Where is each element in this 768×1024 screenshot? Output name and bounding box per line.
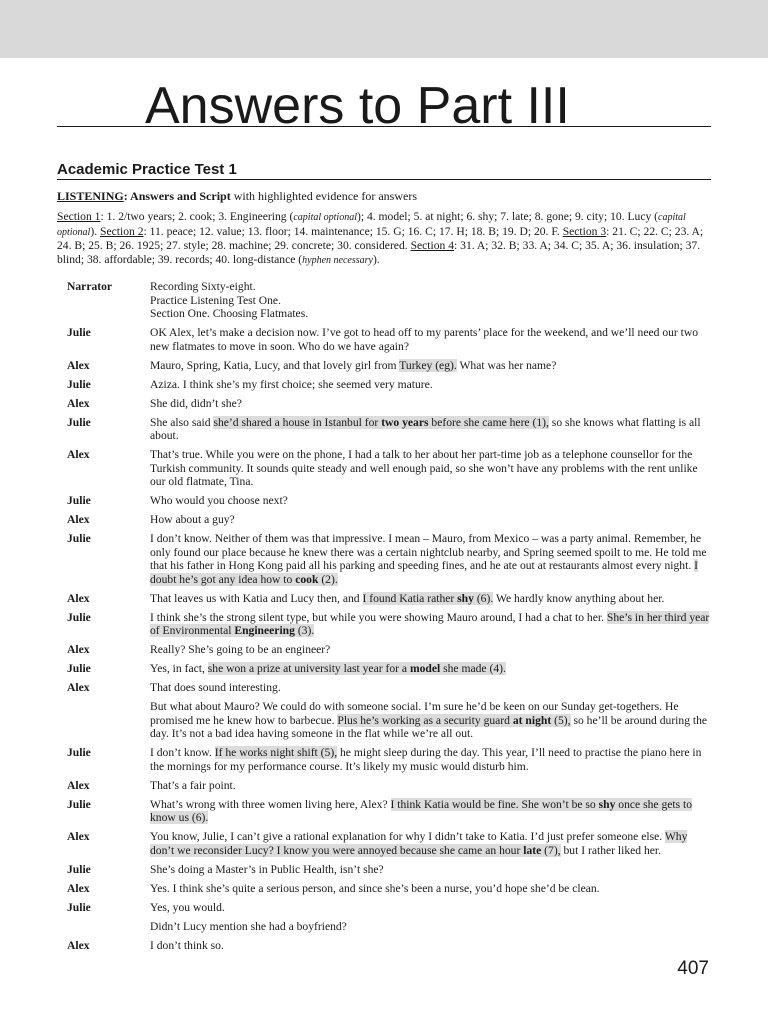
speaker-name: Alex — [67, 938, 90, 952]
script-row — [67, 378, 713, 392]
script-row — [67, 448, 713, 489]
utterance — [150, 416, 713, 443]
speaker-name: Julie — [67, 746, 91, 759]
utterance — [150, 359, 713, 373]
script-row — [67, 416, 713, 443]
section-1-label: Section 1 — [57, 210, 101, 223]
evidence-text: I found Katia rather — [362, 591, 458, 605]
utterance: Yes, you would. — [150, 900, 225, 914]
script-row — [67, 779, 713, 793]
evidence-text: She’s in her third year of Environmental — [150, 610, 710, 637]
script-row — [67, 592, 713, 606]
script-row — [67, 611, 713, 638]
utterance: Yes. I think she’s quite a serious person, and since she’s been a nurse, you’d hope she’d be clean. — [150, 881, 600, 895]
script-row — [67, 532, 713, 586]
utterance-text: She also said — [150, 415, 214, 429]
answer-keyword: cook — [295, 572, 319, 586]
page-title: Answers to Part III — [145, 77, 570, 135]
evidence-text: (2). — [318, 572, 338, 586]
listening-label: LISTENING — [57, 189, 124, 203]
utterance-text: Mauro, Spring, Katia, Lucy, and that lovely girl from — [150, 358, 400, 372]
speaker-name: Narrator — [67, 280, 113, 293]
section-1-note-2: capital optional — [57, 212, 686, 238]
evidence-text: she won a prize at university last year for a — [207, 662, 410, 675]
script-row — [67, 882, 713, 896]
speaker-name: Alex — [67, 396, 90, 410]
utterance: Really? She’s going to be an engineer? — [150, 643, 331, 656]
listening-intro — [57, 190, 711, 204]
evidence-highlight — [363, 592, 494, 605]
section-4-label: Section 4 — [410, 239, 455, 252]
script-row — [67, 494, 713, 508]
answer-keyword: Engineering — [234, 624, 295, 637]
script-row — [67, 280, 713, 321]
script-row — [67, 643, 713, 657]
section-3-label: Section 3 — [562, 224, 607, 238]
section-1-answers-b: ); 4. model; 5. at night; 6. shy; 7. late; 8. gone; 9. city; 10. Lucy ( — [356, 210, 659, 223]
utterance-text: That leaves us with Katia and Lucy then, and — [150, 591, 363, 605]
speaker-name: Julie — [67, 610, 91, 624]
utterance: She’s doing a Master’s in Public Health, isn’t she? — [150, 862, 384, 876]
script-row — [67, 920, 713, 934]
script-row — [67, 939, 713, 953]
speaker-name: Julie — [67, 532, 91, 545]
evidence-highlight — [208, 662, 506, 675]
script-row — [67, 662, 713, 676]
utterance: That’s a fair point. — [150, 778, 236, 792]
section-rule — [57, 179, 711, 180]
speaker-name: Alex — [67, 881, 90, 895]
speaker-name: Julie — [67, 862, 91, 876]
answer-keyword: model — [409, 662, 441, 675]
utterance-text: You know, Julie, I can’t give a rational explanation for why I didn’t take to Katia. I’d just prefer someone else. — [150, 830, 665, 843]
utterance-text: What’s wrong with three women living here, Alex? — [150, 797, 391, 811]
section-3-answers: : 21. C; 22. C; 23. A; 24. B; 25. B; 26. 1925; 27. style; 28. machine; 29. concrete; 30. considered. — [57, 224, 704, 252]
evidence-text: she’d shared a house in Istanbul for — [213, 415, 382, 429]
section-4-answers-b: ). — [372, 252, 380, 266]
evidence-text: (3). — [294, 624, 315, 637]
utterance-text: but I rather liked her. — [560, 843, 662, 857]
page-number: 407 — [677, 958, 709, 979]
section-2-label: Section 2 — [100, 224, 144, 238]
utterance-text: I think she’s the strong silent type, but while you were showing Mauro around, I had a chat to her. — [150, 610, 607, 624]
utterance-line: Practice Listening Test One. — [150, 293, 281, 307]
evidence-text: (6). — [473, 591, 494, 605]
speaker-name: Alex — [67, 643, 90, 656]
utterance — [150, 532, 713, 586]
evidence-text: I doubt he’s got any idea how to — [150, 559, 698, 586]
utterance-text: What was her name? — [456, 358, 557, 372]
utterance-text: Yes, in fact, — [150, 662, 208, 675]
listening-script — [67, 280, 713, 958]
evidence-text: (7), — [541, 843, 561, 857]
utterance — [150, 592, 713, 606]
utterance — [150, 700, 713, 741]
speaker-name — [67, 920, 150, 934]
title-rule — [57, 126, 711, 127]
utterance — [150, 746, 713, 773]
answer-keyword: late — [523, 843, 542, 857]
section-heading: Academic Practice Test 1 — [57, 161, 237, 178]
script-row — [67, 681, 713, 695]
evidence-text: Plus he’s working as a security guard — [337, 713, 513, 727]
speaker-name: Julie — [67, 415, 91, 429]
answer-keyword: shy — [598, 797, 616, 811]
section-1-answers-a: : 1. 2/two years; 2. cook; 3. Engineering ( — [100, 210, 294, 223]
speaker-name: Alex — [67, 448, 90, 461]
utterance-text: he might sleep during the day. This year, I’ll need to practise the piano here in the mornings for my performance course. It’s likely my music would disturb him. — [150, 746, 702, 773]
utterance — [150, 830, 713, 857]
section-4-note: hyphen necessary — [302, 254, 373, 266]
evidence-text: before she came here (1), — [428, 415, 549, 429]
utterance-text: so he’ll be around during the day. It’s not a bad idea having someone in the flat while we’re all out. — [150, 713, 708, 740]
script-row — [67, 513, 713, 527]
evidence-text: (5), — [551, 713, 571, 727]
answer-keyword: shy — [457, 591, 474, 605]
speaker-name: Julie — [67, 494, 91, 507]
utterance: That’s true. While you were on the phone, I had a talk to her about her part-time job as a telephone counsellor for the Turkish community. It sounds quite steady and well enough paid, so she won’t have any problems with the rent unlike our old flatmate, Tina. — [150, 448, 698, 488]
top-gray-band — [0, 0, 768, 58]
speaker-name: Alex — [67, 778, 90, 792]
utterance-text: But what about Mauro? We could do with someone social. I’m sure he’d be keen on our Sunday get-togethers. He promised me he knew how to barbecue. — [150, 700, 679, 727]
evidence-text: she made (4). — [440, 662, 506, 675]
utterance — [150, 611, 713, 638]
utterance: Aziza. I think she’s my first choice; she seemed very mature. — [150, 377, 433, 391]
utterance-line: Recording Sixty-eight. — [150, 280, 256, 293]
utterance: How about a guy? — [150, 513, 235, 526]
utterance — [150, 662, 713, 676]
script-row — [67, 359, 713, 373]
script-row — [67, 798, 713, 825]
utterance: Who would you choose next? — [150, 494, 288, 507]
utterance-line: Section One. Choosing Flatmates. — [150, 307, 309, 320]
speaker-name: Julie — [67, 326, 91, 339]
evidence-text: once she gets to know us (6). — [150, 797, 693, 824]
speaker-name: Alex — [67, 358, 90, 372]
section-2-answers: : 11. peace; 12. value; 13. floor; 14. maintenance; 15. G; 16. C; 17. H; 18. B; 19. D; 20. F. — [143, 224, 563, 238]
evidence-highlight: Turkey (eg). — [399, 358, 457, 372]
utterance-text: I don’t know. Neither of them was that impressive. I mean – Mauro, from Mexico – was a party animal. Remember, he only found our place because he knew there was a certain nightclub nearby, and Spring seemed spoilt to me. He told me that his father in Hong Kong paid all his parking and speeding fines, and he ate out at restaurants almost every night. — [150, 532, 707, 572]
utterance — [150, 280, 713, 321]
listening-bold-rest: : Answers and Script — [123, 189, 231, 203]
utterance: She did, didn’t she? — [150, 396, 242, 410]
speaker-name — [67, 700, 150, 741]
evidence-highlight — [213, 416, 548, 429]
speaker-name: Alex — [67, 591, 90, 605]
script-row — [67, 901, 713, 915]
utterance-text: so she knows what flatting is all about. — [150, 415, 701, 442]
evidence-highlight — [337, 714, 570, 727]
script-row — [67, 397, 713, 411]
speaker-name: Julie — [67, 900, 91, 914]
utterance-text: We hardly know anything about her. — [493, 591, 665, 605]
speaker-name: Alex — [67, 830, 90, 843]
script-row — [67, 830, 713, 857]
evidence-text: I think Katia would be fine. She won’t be so — [390, 797, 599, 811]
speaker-name: Julie — [67, 377, 91, 391]
speaker-name: Julie — [67, 797, 91, 811]
section-1-answers-c: ). — [90, 224, 101, 238]
evidence-text: Why don’t we reconsider Lucy? I know you were annoyed because she came an hour — [150, 830, 688, 857]
speaker-name: Julie — [67, 662, 91, 675]
speaker-name: Alex — [67, 513, 90, 526]
answer-keyword: two years — [381, 415, 429, 429]
script-row — [67, 700, 713, 741]
utterance-text: I don’t know. — [150, 746, 215, 759]
section-4-answers-a: : 31. A; 32. B; 33. A; 34. C; 35. A; 36. insulation; 37. blind; 38. affordable; 39. records; 40. long-distance ( — [57, 239, 701, 266]
utterance: Didn’t Lucy mention she had a boyfriend? — [150, 919, 347, 933]
script-row — [67, 863, 713, 877]
answer-keyword: at night — [512, 713, 552, 727]
answer-keys — [57, 210, 711, 267]
evidence-highlight: If he works night shift (5), — [214, 746, 338, 759]
speaker-name: Alex — [67, 681, 90, 694]
script-row — [67, 746, 713, 773]
utterance — [150, 798, 713, 825]
utterance: I don’t think so. — [150, 938, 224, 952]
utterance: OK Alex, let’s make a decision now. I’ve got to head off to my parents’ place for the weekend, and we’ll need our two new flatmates to move in soon. Who do we have again? — [150, 326, 699, 353]
utterance: That does sound interesting. — [150, 681, 281, 694]
listening-rest: with highlighted evidence for answers — [230, 189, 417, 203]
section-1-note-1: capital optional — [293, 212, 357, 223]
script-row — [67, 326, 713, 353]
